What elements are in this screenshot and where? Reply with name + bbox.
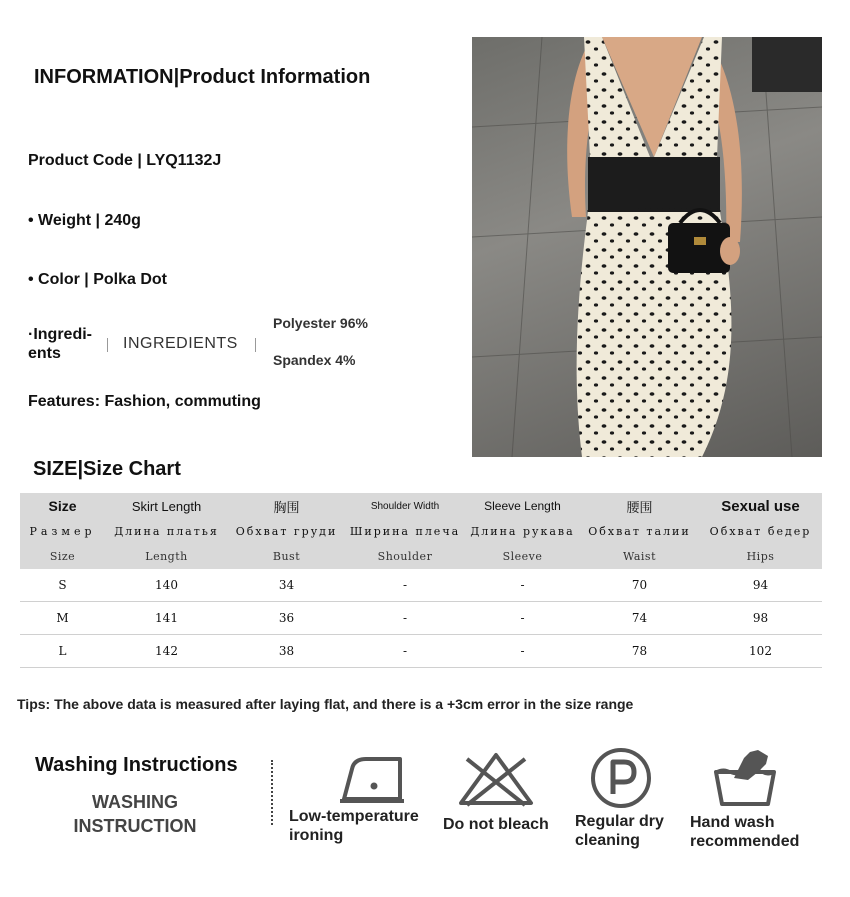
size-chart-title: SIZE|Size Chart xyxy=(33,458,181,480)
header-cell: 胸围 xyxy=(228,493,345,519)
color: • Color | Polka Dot xyxy=(28,271,167,288)
table-cell: 142 xyxy=(105,635,228,668)
table-cell: - xyxy=(465,569,580,602)
table-cell: 140 xyxy=(105,569,228,602)
washing-title: Washing Instructions xyxy=(35,754,238,776)
info-title: INFORMATION|Product Information xyxy=(34,66,371,88)
washing-divider xyxy=(271,760,273,825)
washing-subtitle: WASHING INSTRUCTION xyxy=(73,792,197,836)
table-cell: - xyxy=(345,635,465,668)
table-cell: 141 xyxy=(105,602,228,635)
header-cell: Shoulder Width xyxy=(345,493,465,519)
dry-clean-icon xyxy=(589,746,653,815)
header-cell: Size xyxy=(20,493,105,519)
ingredients-separator xyxy=(255,338,256,352)
ingredients-word: INGREDIENTS xyxy=(123,335,238,352)
table-cell: - xyxy=(465,635,580,668)
header-cell: 腰围 xyxy=(580,493,699,519)
table-cell: L xyxy=(20,635,105,668)
table-cell: 34 xyxy=(228,569,345,602)
table-cell: 98 xyxy=(699,602,822,635)
table-cell: S xyxy=(20,569,105,602)
table-cell: 102 xyxy=(699,635,822,668)
header-cell: Skirt Length xyxy=(105,493,228,519)
ingredients-label: ·Ingredi-ents xyxy=(28,326,92,362)
header-cell: Ширина плеча xyxy=(345,519,465,543)
ingredient-polyester: Polyester 96% xyxy=(273,315,368,331)
table-cell: - xyxy=(465,602,580,635)
tips-note: Tips: The above data is measured after laying flat, and there is a +3cm error in the size range xyxy=(17,696,634,712)
ingredient-spandex: Spandex 4% xyxy=(273,352,356,368)
table-cell: - xyxy=(345,602,465,635)
header-cell: Обхват груди xyxy=(228,519,345,543)
header-cell: Waist xyxy=(580,543,699,569)
header-cell: Hips xyxy=(699,543,822,569)
dry-clean-label: Regular dry cleaning xyxy=(575,813,664,849)
size-table-header-short xyxy=(20,543,822,569)
header-cell: Обхват бедер xyxy=(699,519,822,543)
header-cell: Sexual use xyxy=(699,493,822,519)
table-cell: 78 xyxy=(580,635,699,668)
product-code: Product Code | LYQ1132J xyxy=(28,152,222,169)
hand-wash-icon xyxy=(712,746,778,813)
weight: • Weight | 240g xyxy=(28,212,141,229)
table-row xyxy=(20,569,822,602)
no-bleach-label: Do not bleach xyxy=(443,816,549,833)
table-cell: 36 xyxy=(228,602,345,635)
header-cell: Length xyxy=(105,543,228,569)
header-cell: Длина рукава xyxy=(465,519,580,543)
model-illustration xyxy=(472,37,822,457)
product-photo xyxy=(472,37,822,457)
iron-icon xyxy=(338,753,406,810)
table-cell: M xyxy=(20,602,105,635)
header-cell: Sleeve xyxy=(465,543,580,569)
table-cell: 38 xyxy=(228,635,345,668)
table-cell: 74 xyxy=(580,602,699,635)
size-table-header-en xyxy=(20,493,822,519)
header-cell: Sleeve Length xyxy=(465,493,580,519)
header-cell: Bust xyxy=(228,543,345,569)
features: Features: Fashion, commuting xyxy=(28,393,261,410)
table-cell: - xyxy=(345,569,465,602)
header-cell: Длина платья xyxy=(105,519,228,543)
ingredients-separator xyxy=(107,338,108,352)
header-cell: Size xyxy=(20,543,105,569)
iron-label: Low-temperature ironing xyxy=(289,808,419,844)
hand-wash-label: Hand wash recommended xyxy=(690,814,800,850)
table-cell: 70 xyxy=(580,569,699,602)
size-table xyxy=(20,493,822,668)
table-row xyxy=(20,602,822,635)
no-bleach-icon xyxy=(457,751,535,812)
header-cell: Размер xyxy=(20,519,105,543)
table-row xyxy=(20,635,822,668)
table-cell: 94 xyxy=(699,569,822,602)
header-cell: Shoulder xyxy=(345,543,465,569)
size-table-header-ru xyxy=(20,519,822,543)
header-cell: Обхват талии xyxy=(580,519,699,543)
